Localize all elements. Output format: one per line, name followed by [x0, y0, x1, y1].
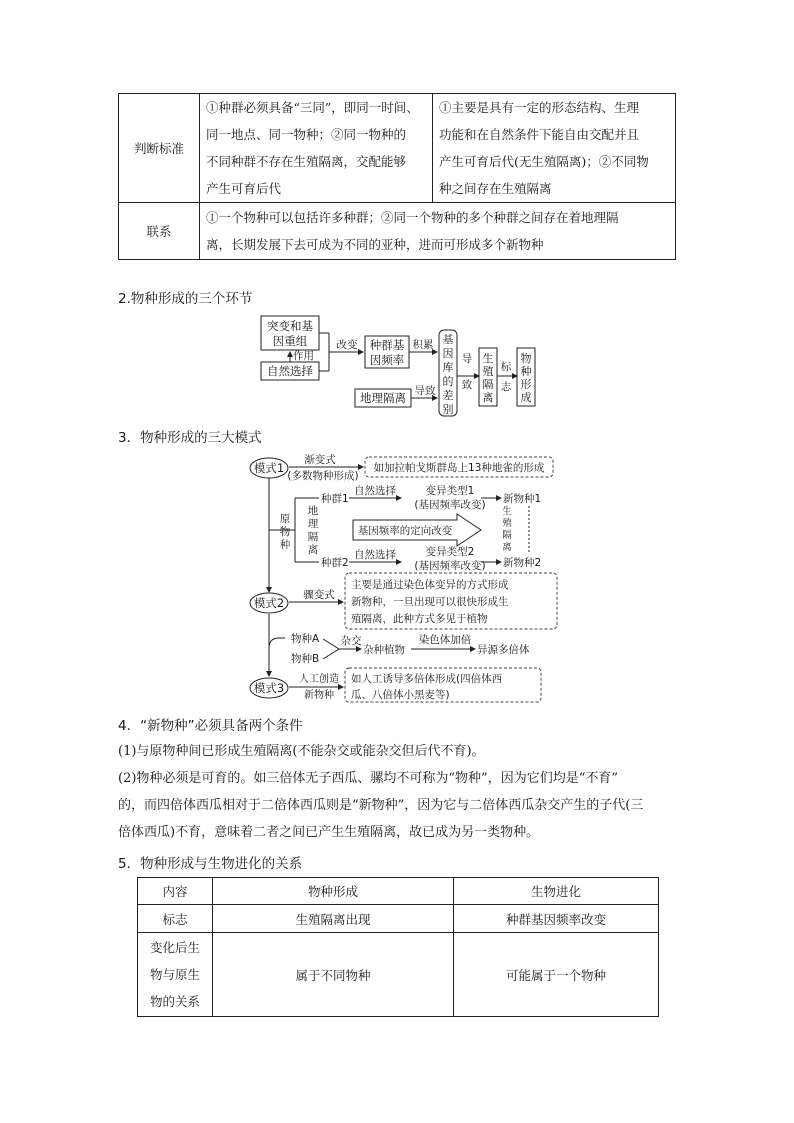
pop1-label: 种群1 — [321, 493, 349, 505]
selection-label: 自然选择 — [267, 364, 313, 378]
genepool-char: 因 — [442, 347, 454, 360]
newspecies-char: 物 — [520, 352, 532, 365]
paragraph: 倍体西瓜)不育，意味着二者之间已产生生殖隔离，故已成为另一类物种。 — [118, 825, 540, 840]
table-cell: 属于不同物种 — [213, 933, 454, 1017]
artificial-label: 人工创造 — [299, 674, 339, 685]
reproiso-char: 隔 — [502, 530, 512, 541]
geo-char: 理 — [307, 518, 319, 530]
marker-char: 标 — [500, 361, 512, 373]
freq-label: 种群基 — [369, 338, 405, 352]
hybrid-label: 杂交 — [340, 635, 362, 647]
accum-label: 积累 — [412, 339, 434, 351]
reproiso-char: 殖 — [502, 518, 512, 529]
geo-char: 隔 — [307, 531, 319, 543]
genepool-char: 的 — [442, 375, 454, 388]
reproiso-char: 离 — [502, 542, 512, 553]
lead2-char: 导 — [461, 353, 473, 365]
section-title-4: 4．“新物种”必须具备两个条件 — [118, 718, 303, 734]
table-cell: 可能属于一个物种 — [454, 933, 659, 1017]
genepool-char: 库 — [442, 361, 454, 374]
table-cell: 种群基因频率改变 — [454, 905, 659, 933]
newspecies-char: 成 — [520, 391, 532, 404]
cell-line: 产生可育后代 — [206, 181, 282, 196]
lead2-char: 致 — [461, 379, 473, 391]
var2-label: 变异类型2 — [425, 546, 475, 558]
explain2-line: 殖隔离，此种方式多见于植物 — [351, 613, 488, 625]
header-cell: 内容 — [138, 878, 213, 905]
table-row — [119, 94, 676, 203]
cell-line: 种之间存在生殖隔离 — [439, 181, 552, 196]
mutation-label: 突变和基 — [267, 319, 313, 333]
original-char: 物 — [279, 526, 291, 538]
cell-line: 产生可育后代(无生殖隔离)；②不同物 — [439, 154, 649, 169]
newspecies-label: 新物种 — [304, 690, 334, 701]
example3-line: 瓜、八倍体小黑麦等) — [351, 689, 450, 701]
reproiso-char: 生 — [482, 352, 494, 365]
original-char: 原 — [279, 513, 291, 525]
hybridplant-label: 杂种植物 — [363, 644, 405, 656]
reproiso-char: 隔 — [482, 378, 494, 391]
freq-label: 因频率 — [369, 353, 405, 367]
var1-label: 变异类型1 — [425, 485, 475, 497]
row-label-criteria: 判断标准 — [119, 94, 200, 203]
cell-line: ①主要是具有一定的形态结构、生理 — [439, 100, 640, 115]
pop2-label: 种群2 — [321, 557, 349, 569]
specA-label: 物种A — [291, 633, 320, 645]
table-cell — [200, 203, 676, 260]
gradual-label: 渐变式 — [304, 454, 336, 466]
comparison-table-top — [118, 93, 676, 260]
genepool-char: 基 — [442, 333, 454, 346]
allopoly-label: 异源多倍体 — [477, 644, 530, 656]
directional-label: 基因频率的定向改变 — [357, 525, 453, 537]
cell-line: 功能和在自然条件下能自由交配并且 — [439, 127, 640, 142]
section-title-2: 2.物种形成的三个环节 — [118, 291, 253, 307]
reproiso-char: 离 — [482, 391, 494, 404]
genepool-char: 差 — [442, 389, 454, 402]
cell-line: ①种群必须具备“三同”，即同一时间、 — [206, 100, 419, 115]
cell-line: 同一地点、同一物种；②同一物种的 — [206, 127, 407, 142]
mode2-label: 模式2 — [253, 596, 285, 610]
lead-label: 导致 — [414, 385, 436, 397]
row-label-relation: 联系 — [119, 203, 200, 260]
gradual-sub-label: (多数物种形成) — [287, 470, 359, 482]
geo-char: 地 — [307, 505, 319, 517]
isolation-label: 地理隔离 — [360, 391, 406, 405]
cell-line: 物的关系 — [149, 994, 200, 1009]
newspecies-char: 形 — [520, 378, 532, 391]
table-cell — [433, 94, 676, 203]
relation-table — [137, 877, 659, 1017]
section-title-5: 5．物种形成与生物进化的关系 — [118, 856, 303, 872]
paragraph: (2)物种必须是可育的。如三倍体无子西瓜、骡均不可称为“物种”，因为它们均是“不育” — [118, 771, 618, 786]
paragraph: 的，而四倍体西瓜相对于二倍体西瓜则是“新物种”，因为它与二倍体西瓜杂交产生的子代(三 — [118, 798, 644, 813]
example1-text: 如加拉帕戈斯群岛上13种地雀的形成 — [373, 462, 545, 474]
table-cell — [138, 933, 213, 1017]
cell-line: 物与原生 — [149, 967, 200, 982]
change-label: 改变 — [336, 339, 358, 351]
example3-line: 如人工诱导多倍体形成(四倍体西 — [351, 673, 503, 685]
cell-line: 离，长期发展下去可成为不同的亚种，进而可形成多个新物种 — [206, 237, 544, 252]
table-cell — [200, 94, 433, 203]
three-steps-diagram — [255, 312, 555, 418]
header-cell: 生物进化 — [454, 878, 659, 905]
three-modes-diagram — [245, 452, 565, 704]
mode1-label: 模式1 — [253, 461, 285, 475]
natsel1-label: 自然选择 — [354, 485, 396, 497]
original-char: 种 — [279, 539, 291, 551]
cell-line: 变化后生 — [149, 940, 200, 955]
cell-line: ①一个物种可以包括许多种群；②同一个物种的多个种群之间存在着地理隔 — [206, 210, 619, 225]
doubling-label: 染色体加倍 — [418, 634, 472, 646]
genepool-char: 别 — [442, 403, 454, 416]
explain2-line: 新物种，一旦出现可以很快形成生 — [351, 596, 509, 608]
marker-char: 志 — [500, 381, 512, 393]
paragraph: (1)与原物种间已形成生殖隔离(不能杂交或能杂交但后代不育)。 — [118, 744, 485, 759]
new2-label: 新物种2 — [503, 557, 542, 569]
table-row — [119, 203, 676, 260]
geo-char: 离 — [307, 544, 319, 556]
var2-sub-label: (基因频率改变) — [414, 560, 486, 572]
header-cell: 物种形成 — [213, 878, 454, 905]
new1-label: 新物种1 — [503, 493, 542, 505]
natsel2-label: 自然选择 — [354, 549, 396, 561]
table-header-row — [138, 878, 659, 905]
section-title-3: 3．物种形成的三大模式 — [118, 430, 262, 446]
reproiso-char: 殖 — [482, 365, 494, 378]
table-cell: 生殖隔离出现 — [213, 905, 454, 933]
mode3-label: 模式3 — [253, 681, 285, 695]
newspecies-char: 种 — [520, 365, 532, 378]
table-row — [138, 905, 659, 933]
reproiso-char: 生 — [502, 506, 512, 517]
table-cell: 标志 — [138, 905, 213, 933]
specB-label: 物种B — [291, 653, 320, 665]
sudden-label: 骤变式 — [303, 589, 335, 601]
table-row — [138, 933, 659, 1017]
effect-label: 作用 — [293, 350, 314, 362]
explain2-line: 主要是通过染色体变异的方式形成 — [351, 579, 509, 591]
var1-sub-label: (基因频率改变) — [414, 499, 486, 511]
mutation-label: 因重组 — [272, 334, 308, 348]
cell-line: 不同种群不存在生殖隔离，交配能够 — [206, 154, 407, 169]
